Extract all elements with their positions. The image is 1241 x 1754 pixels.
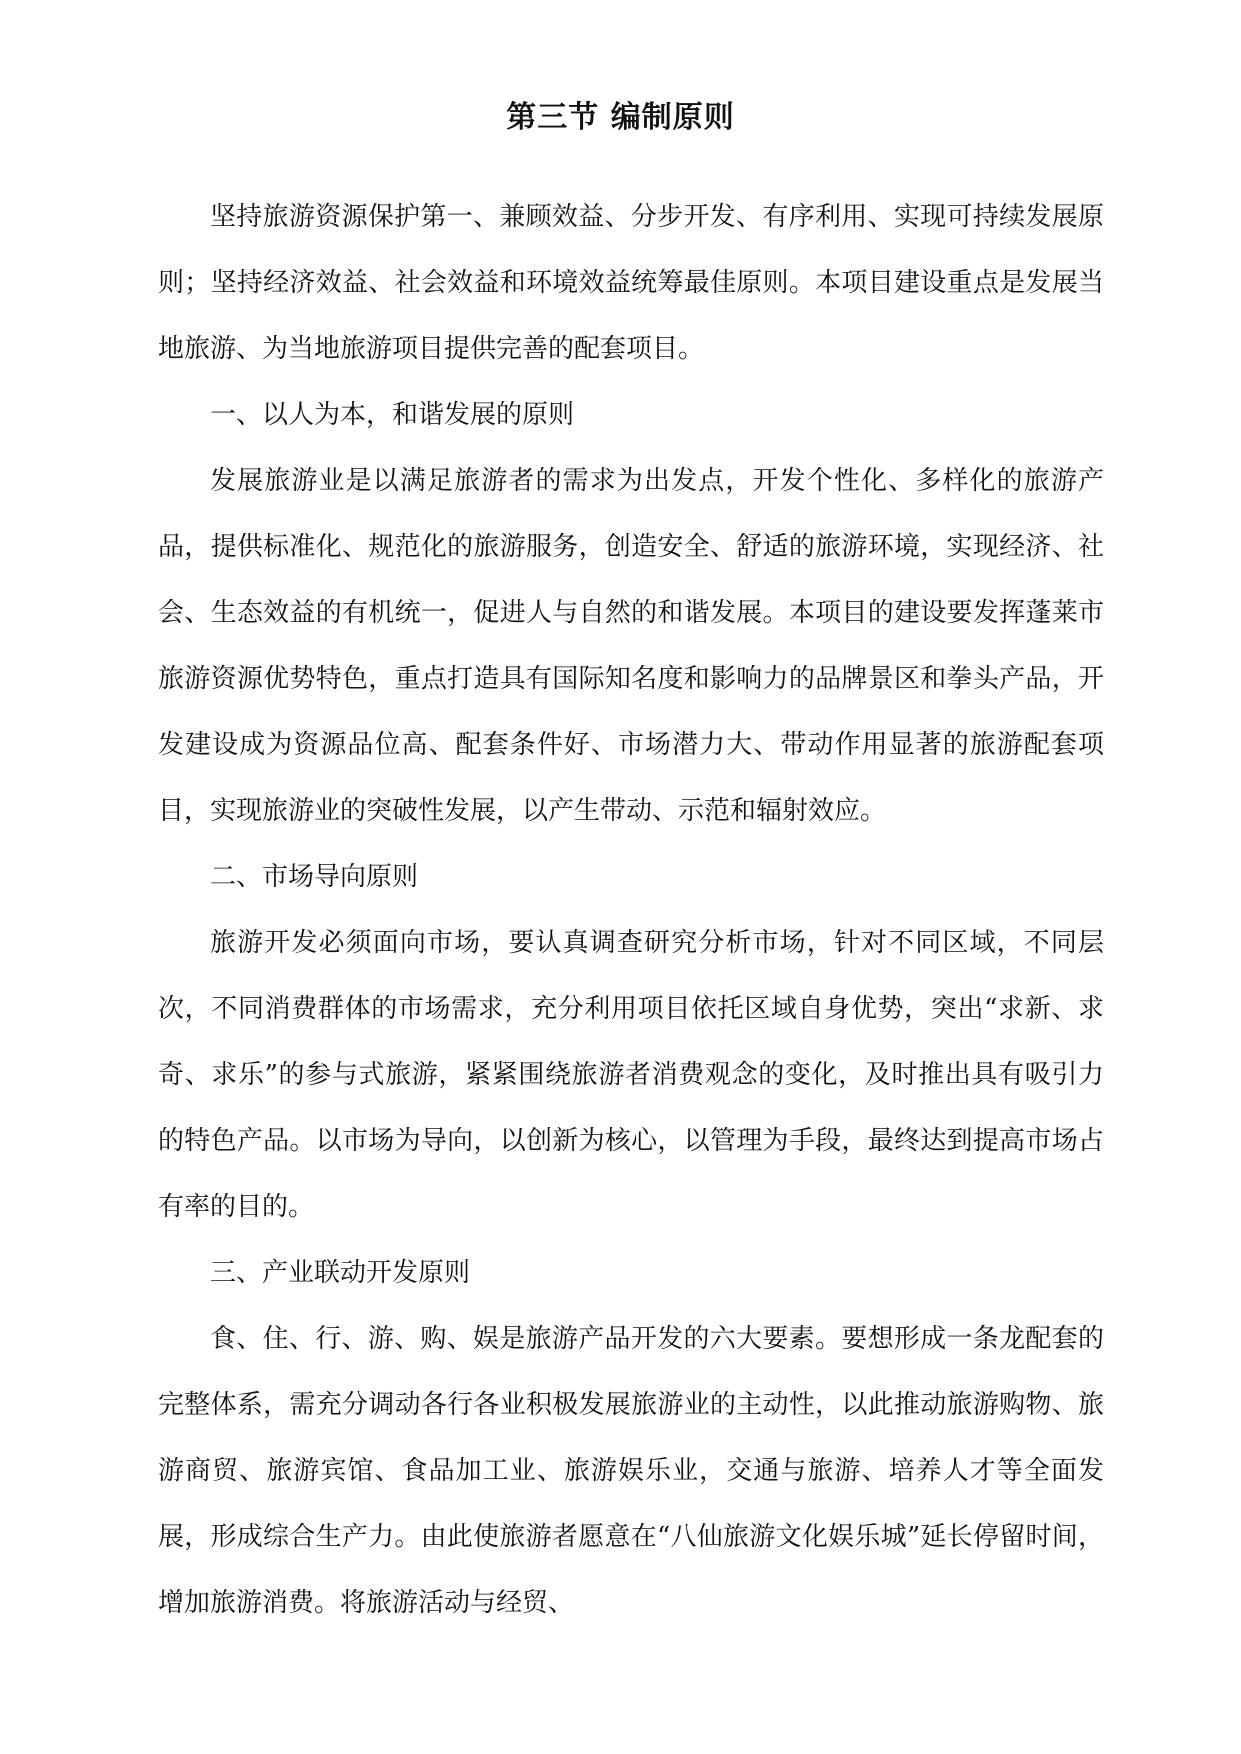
- principle-paragraph-2: 旅游开发必须面向市场，要认真调查研究分析市场，针对不同区域，不同层次，不同消费群体的市场需求，充分利用项目依托区域自身优势，突出“求新、求奇、求乐”的参与式旅游，紧紧围绕旅游者消费观念的变化，及时推出具有吸引力的特色产品。以市场为导向，以创新为核心，以管理为手段，最终达到提高市场占有率的目的。: [158, 928, 1104, 1222]
- principle-paragraph-1: 发展旅游业是以满足旅游者的需求为出发点，开发个性化、多样化的旅游产品，提供标准化、规范化的旅游服务，创造安全、舒适的旅游环境，实现经济、社会、生态效益的有机统一，促进人与自然的和谐发展。本项目的建设要发挥蓬莱市旅游资源优势特色，重点打造具有国际知名度和影响力的品牌景区和拳头产品，开发建设成为资源品位高、配套条件好、市场潜力大、带动作用显著的旅游配套项目，实现旅游业的突破性发展，以产生带动、示范和辐射效应。: [158, 466, 1104, 826]
- principle-paragraph-3: 食、住、行、游、购、娱是旅游产品开发的六大要素。要想形成一条龙配套的完整体系，需充分调动各行各业积极发展旅游业的主动性，以此推动旅游购物、旅游商贸、旅游宾馆、食品加工业、旅游娱乐业，交通与旅游、培养人才等全面发展，形成综合生产力。由此使旅游者愿意在“八仙旅游文化娱乐城”延长停留时间，增加旅游消费。将旅游活动与经贸、: [158, 1324, 1104, 1618]
- principle-heading-2: 二、市场导向原则: [210, 862, 419, 892]
- intro-paragraph: 坚持旅游资源保护第一、兼顾效益、分步开发、有序利用、实现可持续发展原则；坚持经济效益、社会效益和环境效益统筹最佳原则。本项目建设重点是发展当地旅游、为当地旅游项目提供完善的配套项目。: [158, 202, 1104, 364]
- section-title: 第三节 编制原则: [506, 100, 735, 135]
- document-body: [158, 184, 1104, 1636]
- principle-heading-1: 一、以人为本，和谐发展的原则: [210, 400, 575, 430]
- principle-heading-3: 三、产业联动开发原则: [210, 1258, 471, 1288]
